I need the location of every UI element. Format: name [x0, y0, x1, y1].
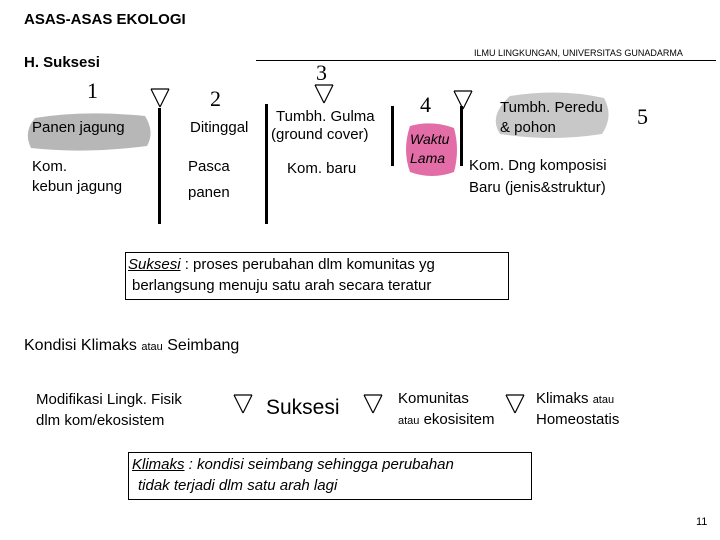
modifikasi-line2: dlm kom/ekosistem	[36, 412, 165, 429]
stage-number-2: 2	[210, 86, 221, 111]
ekosistem-atau: atau	[398, 415, 420, 427]
suksesi-definition-line1	[128, 256, 435, 273]
arrow-icon	[312, 82, 336, 106]
suksesi-term: Suksesi	[128, 256, 181, 273]
modifikasi-line1: Modifikasi Lingk. Fisik	[36, 391, 182, 408]
kondisi-text-2: Seimbang	[162, 337, 240, 354]
suksesi-definition-text: : proses perubahan dlm komunitas yg	[180, 256, 435, 273]
kom-dng-line2: Baru (jenis&struktur)	[469, 179, 606, 196]
arrow-icon	[503, 392, 527, 416]
suksesi-definition-line2: berlangsung menuju satu arah secara teratur	[132, 277, 432, 294]
panen-jagung-label: Panen jagung	[32, 119, 125, 136]
homeostatis-label: Homeostatis	[536, 411, 620, 428]
kom-kebun-line1: Kom.	[32, 158, 68, 175]
waktu-label: Waktu	[410, 131, 450, 147]
ekosistem-label	[398, 411, 494, 428]
arrow-icon	[231, 392, 255, 416]
lama-label: Lama	[410, 150, 446, 166]
suksesi-flow-label: Suksesi	[266, 396, 340, 419]
institution-label: ILMU LINGKUNGAN, UNIVERSITAS GUNADARMA	[474, 48, 683, 58]
stage-number-1: 1	[87, 78, 98, 103]
pasca-line1: Pasca	[188, 158, 230, 175]
stage-number-5: 5	[637, 104, 648, 129]
klimaks-label	[536, 390, 614, 407]
klimaks-text: Klimaks	[536, 390, 593, 407]
klimaks-definition-line1	[132, 456, 454, 473]
stage-divider	[158, 108, 161, 224]
klimaks-definition-line2: tidak terjadi dlm satu arah lagi	[138, 477, 338, 494]
klimaks-definition-text: : kondisi seimbang sehingga perubahan	[184, 456, 454, 473]
arrow-icon	[451, 88, 475, 112]
tumbh-gulma-line2: (ground cover)	[271, 126, 369, 143]
kondisi-text-1: Kondisi Klimaks	[24, 337, 142, 354]
ekosistem-text: ekosisitem	[419, 411, 495, 428]
pasca-line2: panen	[188, 184, 230, 201]
arrow-icon	[361, 392, 385, 416]
komunitas-label: Komunitas	[398, 390, 469, 407]
arrow-icon	[148, 86, 172, 110]
kondisi-atau: atau	[141, 341, 163, 353]
page-number: 11	[696, 516, 708, 528]
page-title: ASAS-ASAS EKOLOGI	[24, 11, 186, 28]
kom-dng-line1: Kom. Dng komposisi	[469, 157, 607, 174]
kom-kebun-line2: kebun jagung	[32, 178, 123, 195]
kondisi-heading	[24, 337, 239, 355]
tumbh-peredu-line2: & pohon	[500, 119, 556, 136]
stage-number-4: 4	[420, 92, 431, 117]
klimaks-term: Klimaks	[132, 456, 185, 473]
kom-baru-label: Kom. baru	[287, 160, 357, 177]
ditinggal-label: Ditinggal	[190, 119, 249, 136]
stage-divider	[391, 106, 394, 166]
stage-divider	[265, 104, 268, 224]
klimaks-atau: atau	[592, 394, 615, 406]
stage-number-3: 3	[316, 60, 327, 85]
tumbh-gulma-line1: Tumbh. Gulma	[276, 108, 375, 125]
section-heading: H. Suksesi	[24, 54, 100, 71]
tumbh-peredu-line1: Tumbh. Peredu	[500, 99, 603, 116]
stage-divider	[460, 106, 463, 166]
